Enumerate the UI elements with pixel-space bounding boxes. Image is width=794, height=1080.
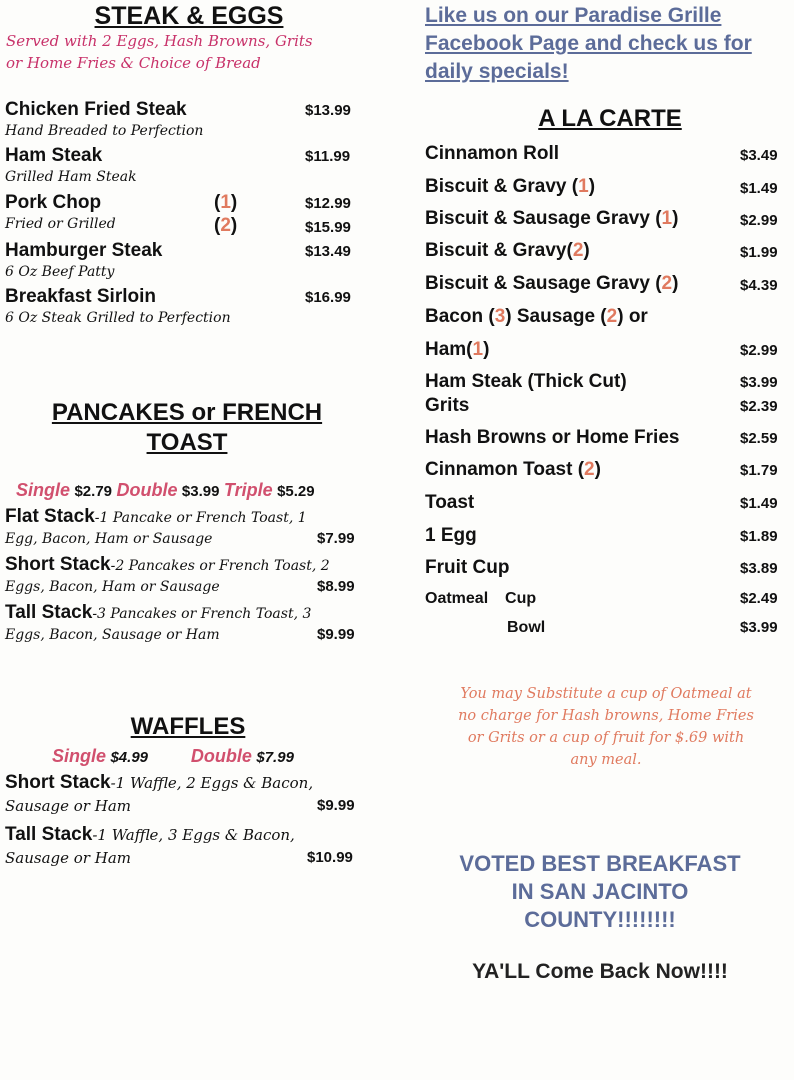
item-ham bbox=[425, 339, 489, 361]
item-toast: Toast bbox=[425, 492, 475, 513]
item-1-egg: 1 Egg bbox=[425, 525, 477, 546]
waffles-single-price: $4.99 bbox=[110, 749, 149, 766]
price-biscuit-gravy-1: $1.49 bbox=[740, 180, 778, 197]
ham-num: 1 bbox=[472, 339, 484, 360]
item-biscuit-gravy-1 bbox=[425, 176, 595, 198]
item-biscuit-sausage-gravy-2 bbox=[425, 273, 678, 295]
item-bacon-sausage bbox=[425, 306, 648, 328]
item-flat-stack: Flat Stack bbox=[5, 506, 95, 527]
voted-line-2: IN SAN JACINTO bbox=[511, 879, 689, 904]
flat-stack-line bbox=[5, 506, 307, 528]
pancakes-title-1: PANCAKES or FRENCH bbox=[51, 399, 323, 426]
pork-chop-num-1: 1 bbox=[220, 192, 231, 213]
ham-tail: ) bbox=[483, 339, 490, 360]
desc-pork-chop: Fried or Grilled bbox=[5, 216, 116, 232]
desc-flat-stack-2: Egg, Bacon, Ham or Sausage bbox=[5, 531, 213, 547]
pancakes-triple-label: Triple bbox=[223, 480, 273, 500]
item-cinnamon-roll: Cinnamon Roll bbox=[425, 143, 560, 164]
price-oatmeal-cup: $2.49 bbox=[740, 590, 778, 607]
desc-short-stack-1: -2 Pancakes or French Toast, 2 bbox=[110, 558, 330, 574]
waffles-double-label: Double bbox=[190, 746, 252, 766]
oatmeal-cup-label: Cup bbox=[505, 590, 537, 607]
price-hash-browns: $2.59 bbox=[740, 430, 778, 447]
substitute-line-3: or Grits or a cup of fruit for $.69 with bbox=[467, 730, 745, 746]
item-fruit-cup: Fruit Cup bbox=[425, 557, 510, 578]
price-1-egg: $1.89 bbox=[740, 528, 778, 545]
bacon-num: 3 bbox=[494, 306, 506, 327]
price-pork-chop-2: $15.99 bbox=[305, 219, 351, 236]
biscuit-sausage-gravy-1-label: Biscuit & Sausage Gravy ( bbox=[425, 208, 662, 229]
item-hash-browns: Hash Browns or Home Fries bbox=[425, 427, 680, 448]
price-flat-stack: $7.99 bbox=[317, 530, 355, 547]
biscuit-sausage-gravy-2-label: Biscuit & Sausage Gravy ( bbox=[425, 273, 662, 294]
pancakes-sizes bbox=[16, 480, 315, 501]
facebook-line-2: Facebook Page and check us for bbox=[425, 32, 752, 55]
voted-best bbox=[420, 850, 780, 934]
price-fruit-cup: $3.89 bbox=[740, 560, 778, 577]
item-oatmeal-cup bbox=[425, 590, 536, 608]
biscuit-sausage-gravy-1-tail: ) bbox=[672, 208, 679, 229]
price-waffle-short-stack: $9.99 bbox=[317, 797, 355, 814]
oatmeal-bowl-label: Bowl bbox=[507, 619, 546, 636]
price-grits: $2.39 bbox=[740, 398, 778, 415]
cinnamon-toast-tail: ) bbox=[594, 459, 601, 480]
desc-short-stack-2: Eggs, Bacon, Ham or Sausage bbox=[5, 579, 220, 595]
sausage-num: 2 bbox=[606, 306, 618, 327]
desc-waffle-short-stack-1: -1 Waffle, 2 Eggs & Bacon, bbox=[110, 774, 314, 792]
waffles-single-label: Single bbox=[52, 746, 107, 766]
facebook-line-1: Like us on our Paradise Grille bbox=[425, 4, 722, 27]
desc-hamburger-steak: 6 Oz Beef Patty bbox=[5, 264, 115, 280]
substitute-line-2: no charge for Hash browns, Home Fries bbox=[458, 708, 754, 724]
price-ham-steak: $11.99 bbox=[305, 148, 351, 165]
biscuit-sausage-gravy-2-tail: ) bbox=[672, 273, 679, 294]
biscuit-gravy-1-label: Biscuit & Gravy ( bbox=[425, 176, 579, 197]
item-chicken-fried-steak: Chicken Fried Steak bbox=[5, 99, 187, 120]
pork-chop-qty-2: (2) bbox=[214, 215, 238, 236]
item-pork-chop: Pork Chop bbox=[5, 192, 102, 213]
substitute-line-4: any meal. bbox=[570, 752, 642, 768]
price-cinnamon-toast: $1.79 bbox=[740, 462, 778, 479]
item-waffle-tall-stack: Tall Stack bbox=[5, 824, 93, 845]
item-breakfast-sirloin: Breakfast Sirloin bbox=[5, 286, 156, 307]
biscuit-gravy-1-tail: ) bbox=[588, 176, 596, 197]
pancakes-double-label: Double bbox=[116, 480, 178, 500]
or-label: ) or bbox=[617, 306, 648, 327]
price-biscuit-sausage-gravy-2: $4.39 bbox=[740, 277, 778, 294]
facebook-note bbox=[425, 2, 752, 86]
a-la-carte-title: A LA CARTE bbox=[538, 105, 682, 132]
sausage-label: ) Sausage ( bbox=[505, 306, 607, 327]
pancakes-triple-price: $5.29 bbox=[277, 483, 315, 500]
waffles-title: WAFFLES bbox=[130, 713, 246, 740]
voted-line-1: VOTED BEST BREAKFAST bbox=[459, 851, 741, 876]
substitute-note bbox=[418, 683, 794, 771]
steak-eggs-subtitle-2: or Home Fries & Choice of Bread bbox=[6, 54, 261, 72]
item-ham-steak-thick: Ham Steak (Thick Cut) bbox=[425, 371, 627, 392]
price-biscuit-sausage-gravy-1: $2.99 bbox=[740, 212, 778, 229]
desc-tall-stack-2: Eggs, Bacon, Sausage or Ham bbox=[5, 627, 220, 643]
price-toast: $1.49 bbox=[740, 495, 778, 512]
price-biscuit-gravy-2: $1.99 bbox=[740, 244, 778, 261]
desc-tall-stack-1: -3 Pancakes or French Toast, 3 bbox=[92, 606, 312, 622]
pork-chop-qty-1: (1) bbox=[214, 192, 238, 213]
pancakes-title-2: TOAST bbox=[146, 429, 228, 456]
item-tall-stack: Tall Stack bbox=[5, 602, 93, 623]
biscuit-gravy-2-label: Biscuit & Gravy( bbox=[425, 240, 573, 261]
item-grits: Grits bbox=[425, 395, 470, 416]
desc-ham-steak: Grilled Ham Steak bbox=[5, 169, 137, 185]
price-oatmeal-bowl: $3.99 bbox=[740, 619, 778, 636]
pancakes-single-price: $2.79 bbox=[74, 483, 113, 500]
price-waffle-tall-stack: $10.99 bbox=[307, 849, 353, 866]
tall-stack-line bbox=[5, 602, 311, 624]
waffles-sizes bbox=[52, 746, 294, 767]
item-waffle-short-stack: Short Stack bbox=[5, 772, 111, 793]
desc-waffle-tall-stack-1: -1 Waffle, 3 Eggs & Bacon, bbox=[92, 826, 295, 844]
pancakes-single-label: Single bbox=[16, 480, 71, 500]
pork-chop-num-2: 2 bbox=[220, 215, 231, 236]
item-hamburger-steak: Hamburger Steak bbox=[5, 240, 163, 261]
waffle-tall-stack-line bbox=[5, 824, 295, 846]
price-pork-chop-1: $12.99 bbox=[305, 195, 351, 212]
price-tall-stack: $9.99 bbox=[317, 626, 355, 643]
item-ham-steak: Ham Steak bbox=[5, 145, 103, 166]
price-ham-steak-thick: $3.99 bbox=[740, 374, 778, 391]
price-short-stack: $8.99 bbox=[317, 578, 355, 595]
item-biscuit-sausage-gravy-1 bbox=[425, 208, 678, 230]
cinnamon-toast-label: Cinnamon Toast ( bbox=[425, 459, 585, 480]
price-cinnamon-roll: $3.49 bbox=[740, 147, 778, 164]
come-back-note: YA'LL Come Back Now!!!! bbox=[472, 960, 728, 983]
price-chicken-fried-steak: $13.99 bbox=[305, 102, 351, 119]
waffle-short-stack-line bbox=[5, 772, 313, 794]
biscuit-gravy-1-num: 1 bbox=[578, 176, 589, 197]
desc-waffle-tall-stack-2: Sausage or Ham bbox=[5, 849, 131, 867]
item-short-stack: Short Stack bbox=[5, 554, 111, 575]
short-stack-line bbox=[5, 554, 330, 576]
price-breakfast-sirloin: $16.99 bbox=[305, 289, 351, 306]
desc-flat-stack-1: -1 Pancake or French Toast, 1 bbox=[94, 510, 307, 526]
biscuit-gravy-2-tail: ) bbox=[583, 240, 590, 261]
desc-breakfast-sirloin: 6 Oz Steak Grilled to Perfection bbox=[5, 310, 231, 326]
steak-eggs-title: STEAK & EGGS bbox=[94, 2, 284, 30]
desc-chicken-fried-steak: Hand Breaded to Perfection bbox=[5, 123, 204, 139]
voted-line-3: COUNTY!!!!!!!! bbox=[524, 907, 676, 932]
ham-label: Ham( bbox=[425, 339, 473, 360]
substitute-line-1: You may Substitute a cup of Oatmeal at bbox=[460, 686, 752, 702]
price-hamburger-steak: $13.49 bbox=[305, 243, 351, 260]
desc-waffle-short-stack-2: Sausage or Ham bbox=[5, 797, 131, 815]
bacon-label: Bacon ( bbox=[425, 306, 495, 327]
item-biscuit-gravy-2 bbox=[425, 240, 590, 262]
biscuit-sausage-gravy-2-num: 2 bbox=[661, 273, 673, 294]
biscuit-gravy-2-num: 2 bbox=[572, 240, 584, 261]
steak-eggs-subtitle-1: Served with 2 Eggs, Hash Browns, Grits bbox=[6, 32, 313, 50]
cinnamon-toast-num: 2 bbox=[584, 459, 595, 480]
waffles-double-price: $7.99 bbox=[256, 749, 294, 766]
biscuit-sausage-gravy-1-num: 1 bbox=[661, 208, 673, 229]
item-cinnamon-toast bbox=[425, 459, 601, 481]
facebook-line-3: daily specials! bbox=[425, 60, 569, 83]
oatmeal-label: Oatmeal bbox=[425, 590, 489, 607]
price-bacon-sausage-ham: $2.99 bbox=[740, 342, 778, 359]
pancakes-double-price: $3.99 bbox=[181, 483, 220, 500]
